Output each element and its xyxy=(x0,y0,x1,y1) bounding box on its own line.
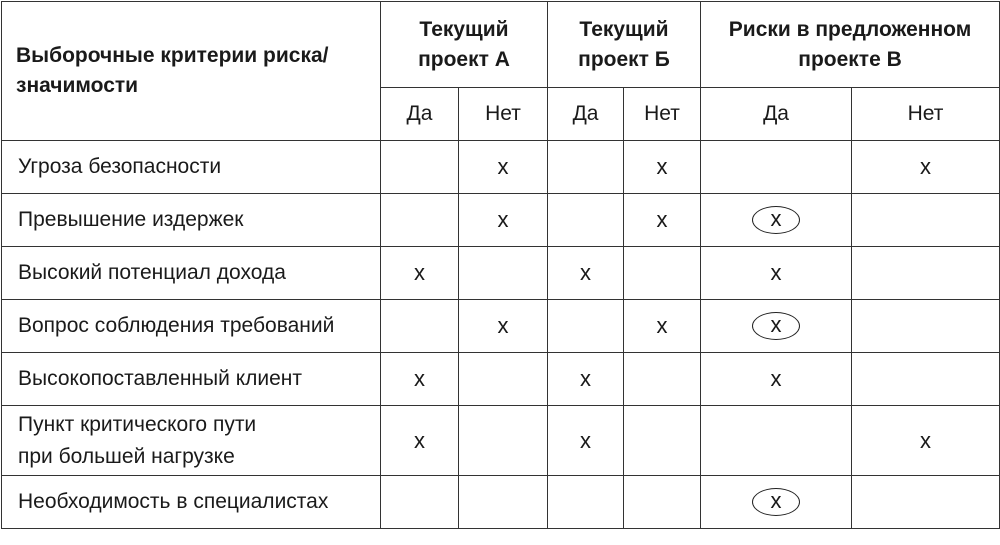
project-a-yes-header: Да xyxy=(381,88,459,141)
mark-cell-a-yes xyxy=(381,141,459,194)
x-mark: x xyxy=(770,260,782,285)
project-c-yes-header: Да xyxy=(701,88,852,141)
criterion-cell xyxy=(2,194,381,247)
mark-cell-c-no xyxy=(852,247,1000,300)
criterion-cell xyxy=(2,406,381,476)
project-b-header-line-1: Текущий xyxy=(579,17,669,41)
table-body xyxy=(2,141,1000,529)
project-c-header-line-2: проекте В xyxy=(798,47,902,71)
criterion-label: Вопрос соблюдения требований xyxy=(18,314,335,337)
criterion-label: Высокий потенциал дохода xyxy=(18,261,286,284)
mark-cell-a-no xyxy=(459,406,548,476)
mark-cell-c-no xyxy=(852,406,1000,476)
risk-criteria-table xyxy=(1,1,1000,529)
mark-cell-b-no xyxy=(624,353,701,406)
mark-cell-a-no xyxy=(459,247,548,300)
mark-cell-a-no xyxy=(459,353,548,406)
project-a-header-line-1: Текущий xyxy=(419,17,509,41)
mark-cell-c-yes xyxy=(701,247,852,300)
mark-cell-b-yes xyxy=(548,476,624,529)
mark-cell-c-yes xyxy=(701,300,852,353)
mark-cell-c-no xyxy=(852,476,1000,529)
mark-cell-c-yes xyxy=(701,353,852,406)
mark-cell-c-yes xyxy=(701,194,852,247)
project-b-no-header: Нет xyxy=(624,88,701,141)
table-row xyxy=(2,406,1000,476)
criterion-label: Пункт критического пути xyxy=(18,412,257,436)
criterion-label: Превышение издержек xyxy=(18,208,244,231)
table-row xyxy=(2,141,1000,194)
x-mark: x xyxy=(497,154,509,179)
mark-cell-b-no xyxy=(624,406,701,476)
mark-cell-b-yes xyxy=(548,247,624,300)
mark-cell-c-yes xyxy=(701,141,852,194)
project-a-header-line-2: проект А xyxy=(418,47,510,71)
table-row xyxy=(2,353,1000,406)
x-mark: x xyxy=(414,260,425,285)
criteria-header-line-2: значимости xyxy=(16,74,139,97)
mark-cell-c-no xyxy=(852,353,1000,406)
table-row xyxy=(2,247,1000,300)
mark-cell-b-yes xyxy=(548,141,624,194)
mark-cell-a-no xyxy=(459,141,548,194)
x-mark: x xyxy=(656,207,668,232)
mark-cell-a-yes xyxy=(381,406,459,476)
mark-cell-c-no xyxy=(852,141,1000,194)
mark-cell-b-yes xyxy=(548,300,624,353)
mark-cell-b-no xyxy=(624,141,701,194)
mark-cell-c-yes xyxy=(701,406,852,476)
mark-cell-b-no xyxy=(624,247,701,300)
mark-cell-a-yes xyxy=(381,476,459,529)
x-mark: x xyxy=(580,260,592,285)
mark-cell-a-no xyxy=(459,476,548,529)
mark-cell-a-no xyxy=(459,194,548,247)
x-mark: x xyxy=(414,427,425,453)
project-a-no-header: Нет xyxy=(459,88,548,141)
mark-cell-c-no xyxy=(852,300,1000,353)
mark-cell-b-no xyxy=(624,194,701,247)
criteria-header-line-1: Выборочные критерии риска/ xyxy=(16,44,329,67)
x-mark: x xyxy=(920,154,932,179)
project-b-header xyxy=(548,2,701,88)
criterion-cell xyxy=(2,476,381,529)
project-c-header-line-1: Риски в предложенном xyxy=(728,17,972,41)
mark-cell-b-no xyxy=(624,476,701,529)
table-row xyxy=(2,194,1000,247)
mark-cell-b-yes xyxy=(548,353,624,406)
mark-cell-a-no xyxy=(459,300,548,353)
criterion-label-line-2: при большей нагрузке xyxy=(18,444,235,468)
circled-x-mark: x xyxy=(752,312,800,340)
project-b-yes-header: Да xyxy=(548,88,624,141)
criterion-label: Угроза безопасности xyxy=(18,155,222,178)
circled-x-mark: x xyxy=(752,206,800,234)
x-mark: x xyxy=(656,313,668,338)
criterion-cell xyxy=(2,247,381,300)
project-c-header xyxy=(701,2,1000,88)
x-mark: x xyxy=(770,366,782,391)
x-mark: x xyxy=(580,366,592,391)
x-mark: x xyxy=(414,366,425,391)
criterion-cell xyxy=(2,300,381,353)
mark-cell-b-no xyxy=(624,300,701,353)
criteria-column-header xyxy=(2,2,381,141)
project-b-header-line-2: проект Б xyxy=(578,47,670,71)
x-mark: x xyxy=(656,154,668,179)
x-mark: x xyxy=(920,427,932,453)
mark-cell-b-yes xyxy=(548,194,624,247)
table-row xyxy=(2,300,1000,353)
mark-cell-c-no xyxy=(852,194,1000,247)
x-mark: x xyxy=(497,313,509,338)
circled-x-mark: x xyxy=(752,488,800,516)
x-mark: x xyxy=(497,207,509,232)
criterion-label: Необходимость в специалистах xyxy=(18,490,329,513)
table-row xyxy=(2,476,1000,529)
mark-cell-a-yes xyxy=(381,247,459,300)
mark-cell-c-yes xyxy=(701,476,852,529)
mark-cell-a-yes xyxy=(381,194,459,247)
mark-cell-a-yes xyxy=(381,300,459,353)
mark-cell-b-yes xyxy=(548,406,624,476)
table-header-row xyxy=(2,2,1000,88)
project-c-no-header: Нет xyxy=(852,88,1000,141)
project-a-header xyxy=(381,2,548,88)
criterion-label: Высокопоставленный клиент xyxy=(18,367,302,390)
x-mark: x xyxy=(580,427,592,453)
criterion-cell xyxy=(2,353,381,406)
mark-cell-a-yes xyxy=(381,353,459,406)
criterion-cell xyxy=(2,141,381,194)
